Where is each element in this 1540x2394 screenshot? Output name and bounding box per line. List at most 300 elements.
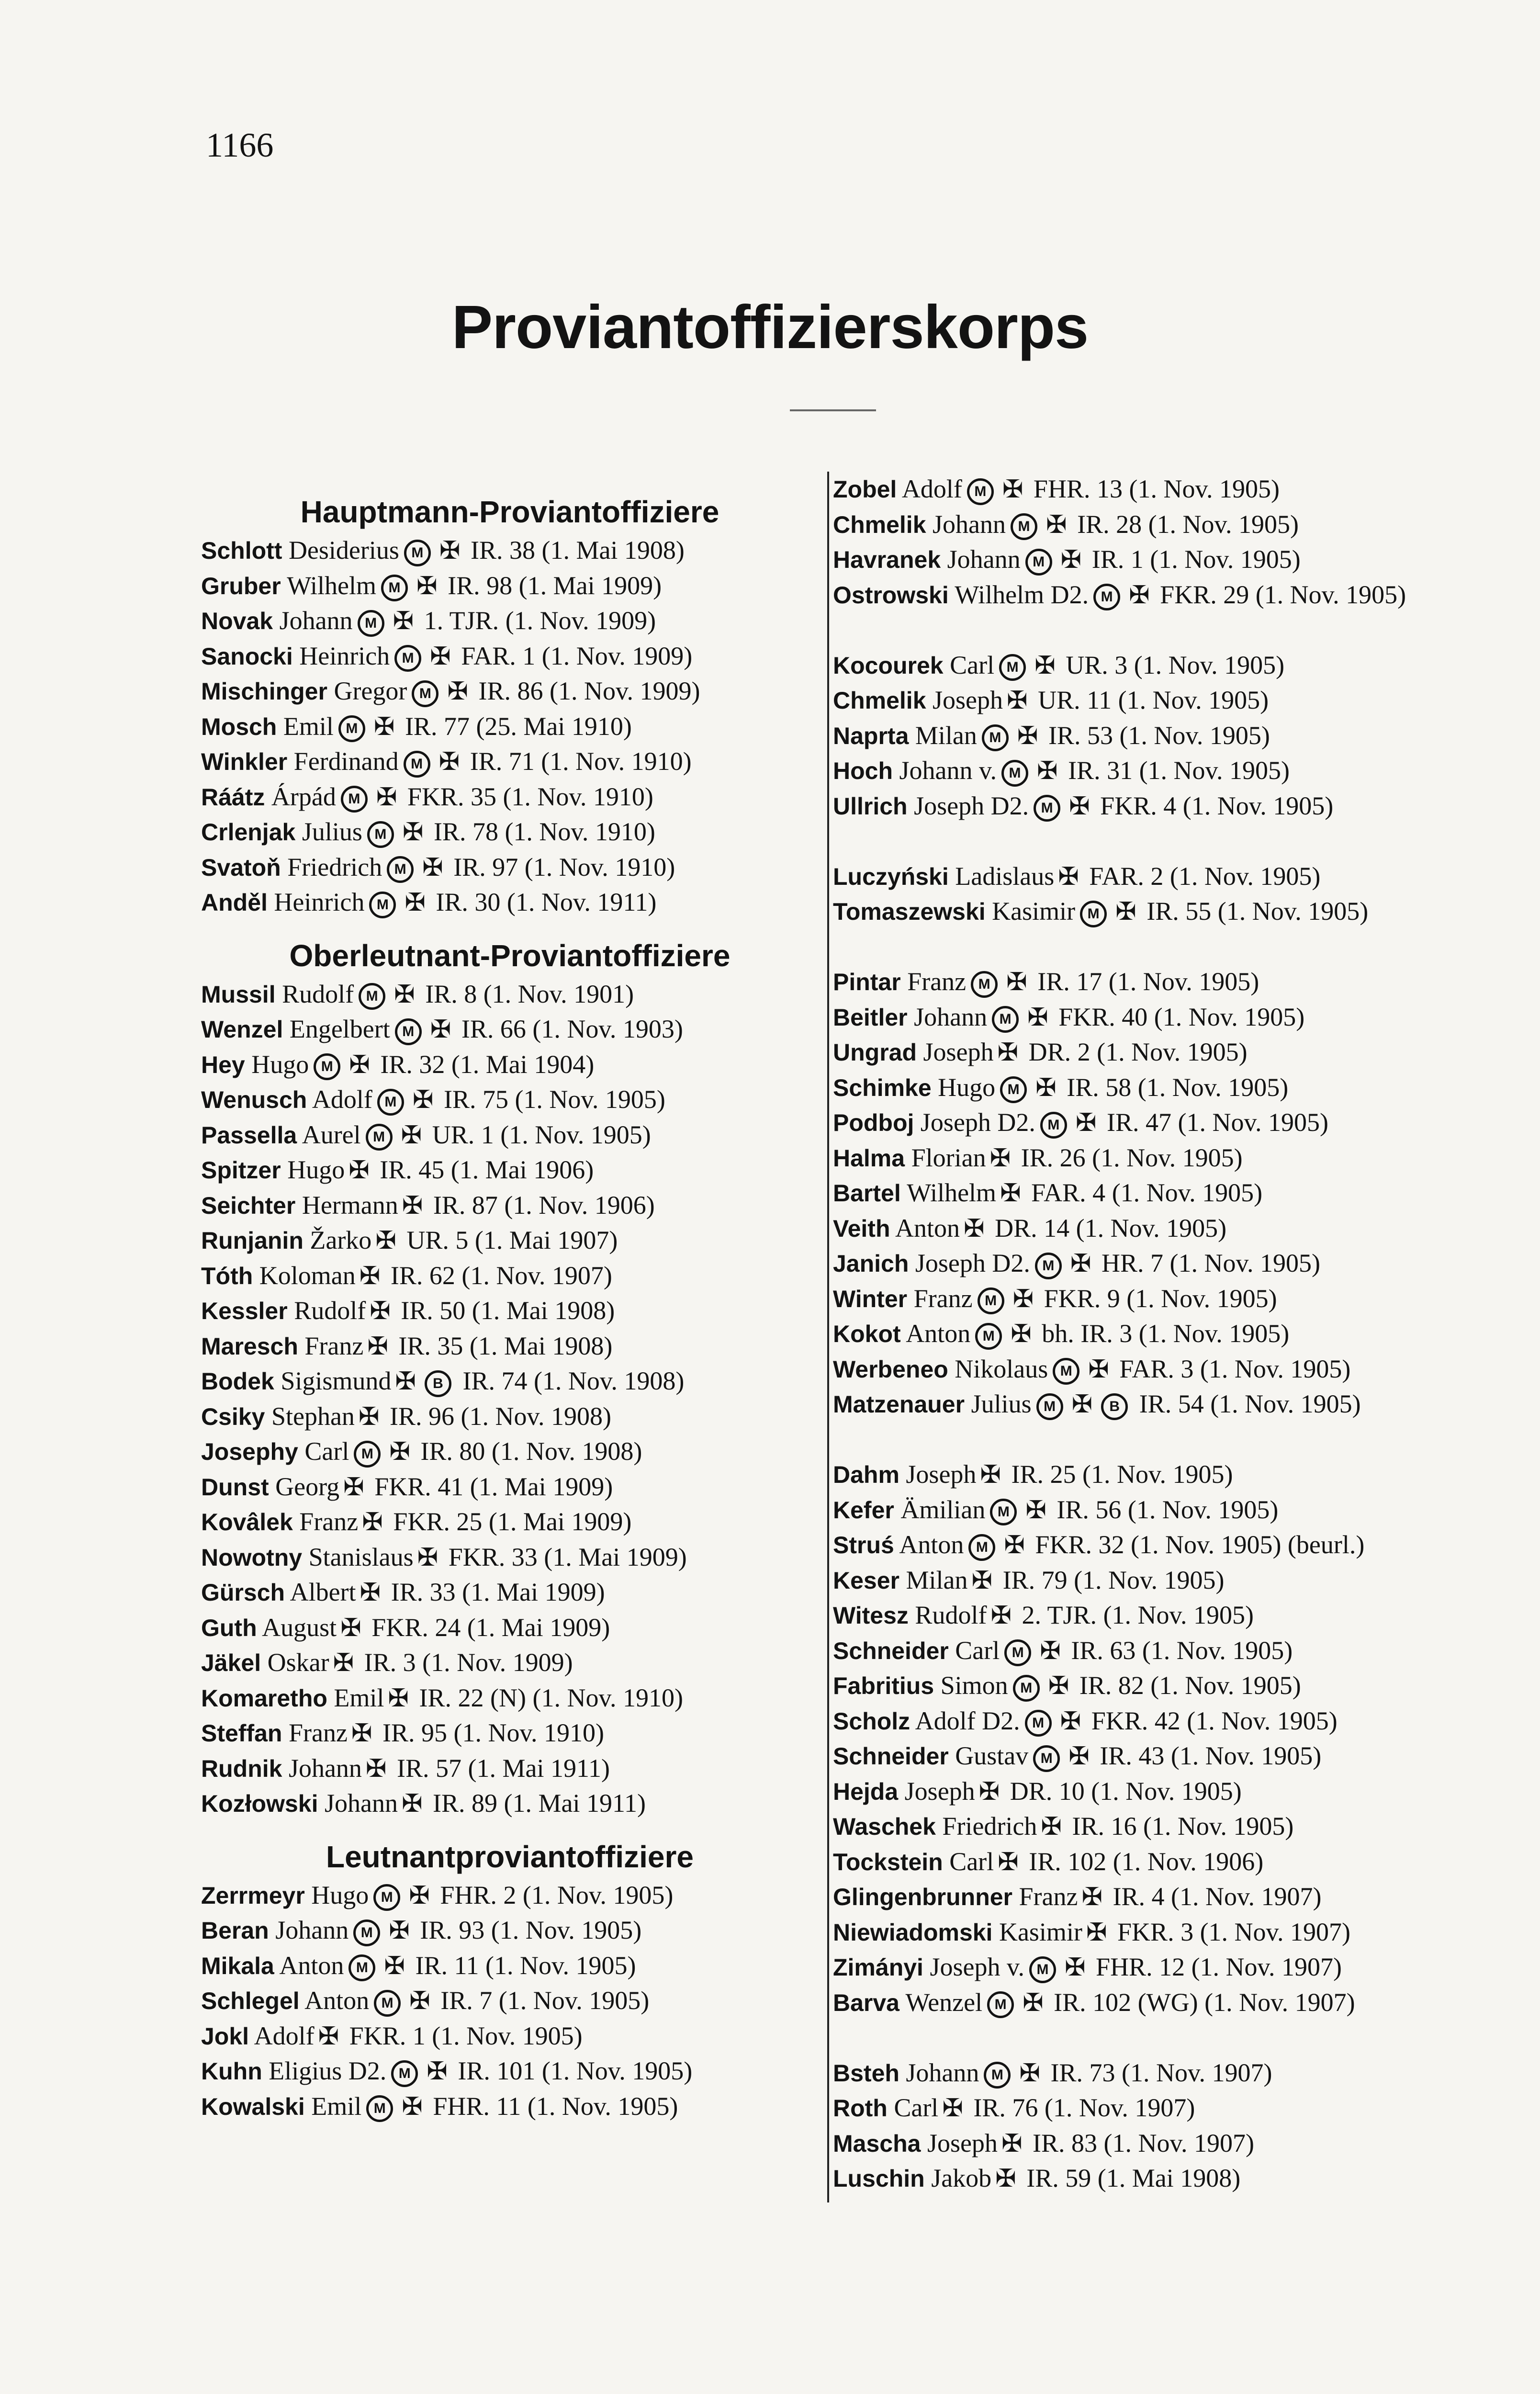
service-cross-icon: ✠ <box>394 981 415 1008</box>
officer-entry <box>201 1948 819 1984</box>
unit-assignment: FHR. 12 <box>1096 1953 1185 1981</box>
d2-mark: D2. <box>990 791 1029 820</box>
officer-given-name: Jakob <box>931 2164 992 2192</box>
rank-date: (1. Nov. 1905) <box>522 1880 674 1909</box>
officer-entry <box>833 1387 1455 1457</box>
officer-given-name: Milan <box>906 1565 968 1594</box>
officer-surname: Matzenauer <box>833 1391 965 1418</box>
rank-date: (1. Nov. 1905) <box>1112 1178 1263 1207</box>
rank-date: (1. Nov. 1907) <box>1204 1987 1355 2017</box>
officer-surname: Sanocki <box>201 643 293 670</box>
officer-entry <box>833 894 1455 964</box>
unit-assignment: IR. 28 <box>1077 509 1142 539</box>
officer-entry <box>833 718 1455 754</box>
officer-entry <box>833 1457 1455 1492</box>
merit-medal-icon: M <box>404 751 430 778</box>
rank-date: (1. Nov. 1905) <box>1082 1460 1233 1489</box>
right-column <box>833 472 1455 2196</box>
officer-surname: Bodek <box>201 1368 274 1395</box>
officer-given-name: Kasimir <box>992 897 1076 926</box>
unit-assignment: IR. 79 <box>1002 1565 1068 1594</box>
merit-medal-icon: M <box>377 1089 404 1116</box>
officer-given-name: Florian <box>911 1143 986 1172</box>
service-cross-icon: ✠ <box>1011 1321 1032 1348</box>
unit-assignment: IR. 102 (WG) <box>1054 1987 1198 2017</box>
service-cross-icon: ✠ <box>318 2022 339 2050</box>
officer-entry <box>201 744 819 779</box>
rank-date: (1. Nov. 1910) <box>532 1683 683 1712</box>
officer-given-name: Adolf <box>312 1085 372 1114</box>
officer-given-name: Emil <box>334 1683 384 1712</box>
rank-date: (1. Nov. 1905) <box>1169 1249 1320 1277</box>
unit-assignment: 2. TJR. <box>1022 1601 1097 1629</box>
unit-assignment: FKR. 35 <box>407 782 496 811</box>
service-cross-icon: ✠ <box>360 1579 381 1606</box>
rank-date: (1. Nov. 1905) <box>1178 1108 1328 1137</box>
rank-date: (1. Nov. 1905) (beurl.) <box>1130 1530 1365 1559</box>
officer-surname: Novak <box>201 608 273 634</box>
officer-surname: Csiky <box>201 1403 265 1430</box>
officer-given-name: Hugo <box>938 1073 996 1102</box>
service-cross-icon: ✠ <box>405 889 426 916</box>
officer-surname: Tockstein <box>833 1848 943 1875</box>
service-cross-icon: ✠ <box>1023 1989 1044 2017</box>
unit-assignment: IR. 83 <box>1033 2128 1098 2157</box>
rank-date: (1. Nov. 1906) <box>504 1190 655 1220</box>
officer-entry <box>833 1985 1455 2055</box>
officer-given-name: Franz <box>299 1507 359 1536</box>
service-cross-icon: ✠ <box>1004 1532 1025 1559</box>
unit-assignment: IR. 8 <box>425 979 477 1008</box>
service-cross-icon: ✠ <box>1064 1954 1086 1981</box>
officer-given-name: Heinrich <box>274 888 365 916</box>
rank-date: (1. Mai 1908) <box>541 536 685 565</box>
officer-surname: Niewiadomski <box>833 1919 993 1946</box>
unit-assignment: IR. 63 <box>1071 1636 1136 1665</box>
merit-medal-icon: M <box>968 1534 995 1561</box>
rank-date: (1. Nov. 1905) <box>1126 1284 1277 1313</box>
service-cross-icon: ✠ <box>1075 1109 1097 1137</box>
unit-assignment: IR. 102 <box>1029 1847 1107 1876</box>
service-cross-icon: ✠ <box>1088 1355 1109 1383</box>
merit-medal-icon: M <box>366 2095 393 2122</box>
rank-date: (1. Nov. 1905) <box>1150 1671 1301 1700</box>
officer-surname: Josephy <box>201 1438 298 1465</box>
service-cross-icon: ✠ <box>370 1298 391 1325</box>
officer-entry <box>201 1118 819 1153</box>
rank-date: (1. Nov. 1905) <box>1200 1354 1351 1383</box>
officer-surname: Rudnik <box>201 1755 282 1782</box>
officer-entry <box>833 1809 1455 1844</box>
officer-entry <box>833 1950 1455 1985</box>
officer-entry <box>201 850 819 885</box>
officer-entry <box>201 639 819 674</box>
service-cross-icon: ✠ <box>351 1720 372 1747</box>
rank-date: (1. Nov. 1905) <box>1255 580 1406 609</box>
rank-date: (1. Nov. 1907) <box>1171 1882 1322 1911</box>
rank-date: (1. Mai 1909) <box>467 1613 610 1642</box>
rank-date: (1. Nov. 1909) <box>422 1648 573 1677</box>
officer-entry <box>833 1774 1455 1809</box>
section-heading: Oberleutnant-Proviantoffiziere <box>289 938 731 973</box>
officer-given-name: Anton <box>279 1951 344 1980</box>
unit-assignment: IR. 16 <box>1072 1812 1137 1841</box>
officer-surname: Ostrowski <box>833 581 949 609</box>
unit-assignment: IR. 35 <box>398 1331 463 1360</box>
service-cross-icon: ✠ <box>367 1333 388 1360</box>
officer-entry <box>201 1434 819 1469</box>
service-cross-icon: ✠ <box>964 1215 985 1242</box>
officer-given-name: Eligius <box>269 2056 342 2085</box>
rank-date: (1. Nov. 1905) <box>1150 545 1301 574</box>
officer-surname: Kokot <box>833 1321 901 1347</box>
officer-entry <box>201 603 819 639</box>
officer-surname: Gürsch <box>201 1579 285 1606</box>
officer-given-name: Nikolaus <box>955 1354 1048 1383</box>
service-cross-icon: ✠ <box>1002 476 1023 503</box>
merit-medal-icon: M <box>1036 1393 1063 1420</box>
merit-medal-icon: M <box>982 724 1009 751</box>
officer-given-name: Johann <box>288 1753 362 1783</box>
merit-medal-icon: M <box>1000 1076 1027 1103</box>
unit-assignment: FKR. 40 <box>1058 1002 1148 1031</box>
rank-date: (1. Nov. 1905) <box>1092 1143 1243 1172</box>
officer-entry <box>833 1070 1455 1106</box>
rank-date: (1. Nov. 1905) <box>432 2021 583 2050</box>
merit-medal-icon: M <box>975 1323 1002 1350</box>
unit-assignment: IR. 96 <box>390 1401 454 1431</box>
officer-entry <box>201 1751 819 1786</box>
officer-surname: Hejda <box>833 1778 899 1805</box>
officer-entry <box>201 1082 819 1118</box>
officer-entry <box>201 1681 819 1716</box>
unit-assignment: IR. 43 <box>1100 1741 1165 1770</box>
officer-entry <box>201 885 819 920</box>
officer-entry <box>201 533 819 568</box>
officer-given-name: Joseph <box>915 1249 986 1277</box>
service-cross-icon: ✠ <box>1012 1285 1034 1313</box>
rank-date: (1. Mai 1911) <box>468 1753 610 1783</box>
service-cross-icon: ✠ <box>1006 969 1027 996</box>
unit-assignment: FHR. 13 <box>1033 474 1123 503</box>
unit-assignment: IR. 86 <box>478 677 543 705</box>
service-cross-icon: ✠ <box>1017 722 1038 750</box>
officer-surname: Hey <box>201 1051 245 1078</box>
service-cross-icon: ✠ <box>1000 1180 1021 1207</box>
officer-surname: Kuhn <box>201 2058 262 2085</box>
officer-given-name: Georg <box>275 1472 340 1501</box>
merit-medal-icon: M <box>1004 1639 1031 1666</box>
officer-given-name: Hugo <box>287 1155 345 1184</box>
service-cross-icon: ✠ <box>409 1882 430 1909</box>
service-cross-icon: ✠ <box>412 1086 434 1114</box>
officer-surname: Schneider <box>833 1637 949 1664</box>
rank-date: (1. Nov. 1905) <box>485 1951 636 1980</box>
unit-assignment: IR. 54 <box>1139 1389 1204 1418</box>
officer-surname: Kozłowski <box>201 1790 318 1817</box>
officer-given-name: Franz <box>1019 1882 1078 1911</box>
officer-given-name: Johann <box>275 1916 349 1944</box>
officer-entry <box>201 1878 819 1913</box>
unit-assignment: IR. 77 <box>405 711 470 741</box>
officer-surname: Schneider <box>833 1743 949 1770</box>
unit-assignment: IR. 47 <box>1107 1108 1171 1137</box>
officer-given-name: Johann <box>914 1002 988 1031</box>
column-divider <box>827 472 829 2202</box>
officer-surname: Tomaszewski <box>833 898 986 925</box>
unit-assignment: IR. 32 <box>380 1050 445 1079</box>
merit-medal-icon: M <box>369 892 396 918</box>
officer-surname: Pintar <box>833 969 901 995</box>
service-cross-icon: ✠ <box>375 1227 396 1254</box>
unit-assignment: UR. 5 <box>406 1226 469 1254</box>
merit-medal-icon: M <box>992 1006 1019 1033</box>
officer-surname: Komaretho <box>201 1684 327 1712</box>
officer-entry <box>833 1000 1455 1035</box>
officer-surname: Glingenbrunner <box>833 1884 1012 1910</box>
officer-given-name: Adolf <box>915 1706 976 1735</box>
service-cross-icon: ✠ <box>402 1192 423 1220</box>
officer-surname: Nowotny <box>201 1544 303 1571</box>
officer-given-name: Ladislaus <box>955 861 1055 891</box>
officer-entry <box>833 2126 1455 2161</box>
unit-assignment: IR. 25 <box>1011 1460 1076 1489</box>
unit-assignment: IR. 74 <box>462 1366 528 1395</box>
officer-entry <box>201 1469 819 1505</box>
rank-date: (1. Mai 1906) <box>450 1155 594 1184</box>
page-number: 1166 <box>206 126 274 164</box>
unit-assignment: IR. 4 <box>1113 1882 1165 1911</box>
service-cross-icon: ✠ <box>401 1790 423 1818</box>
service-cross-icon: ✠ <box>1129 581 1150 609</box>
merit-medal-icon: M <box>366 1124 393 1151</box>
officer-surname: Hoch <box>833 757 893 784</box>
officer-surname: Waschek <box>833 1813 936 1840</box>
officer-entry <box>833 1704 1455 1739</box>
officer-entry <box>201 1983 819 2019</box>
unit-assignment: IR. 73 <box>1050 2058 1115 2087</box>
rank-date: (1. Nov. 1905) <box>1210 1389 1361 1418</box>
officer-entry <box>201 814 819 850</box>
rank-date: (1. Nov. 1907) <box>1121 2058 1272 2087</box>
unit-assignment: IR. 97 <box>453 852 518 881</box>
merit-medal-icon: M <box>990 1499 1017 1525</box>
officer-surname: Bsteh <box>833 2059 899 2087</box>
officer-entry <box>201 1364 819 1399</box>
rank-date: (1. Nov. 1905) <box>1129 474 1280 503</box>
service-cross-icon: ✠ <box>1036 757 1058 785</box>
service-cross-icon: ✠ <box>1019 2059 1040 2087</box>
officer-surname: Kowalski <box>201 2093 305 2120</box>
officer-surname: Beran <box>201 1917 269 1944</box>
service-cross-icon: ✠ <box>1115 898 1136 926</box>
rank-date: (1. Nov. 1910) <box>541 747 692 776</box>
officer-entry <box>833 542 1455 577</box>
officer-entry <box>833 1915 1455 1950</box>
service-cross-icon: ✠ <box>393 608 414 635</box>
officer-given-name: Adolf <box>901 474 962 503</box>
officer-surname: Podboj <box>833 1109 914 1136</box>
merit-medal-icon: M <box>984 2062 1011 2089</box>
unit-assignment: FKR. 41 <box>374 1472 464 1501</box>
officer-given-name: Hugo <box>251 1050 309 1079</box>
service-cross-icon: ✠ <box>401 1121 422 1149</box>
unit-assignment: IR. 76 <box>973 2093 1038 2122</box>
rank-date: (1. Nov. 1905) <box>1139 756 1290 785</box>
service-cross-icon: ✠ <box>430 643 451 670</box>
officer-entry <box>833 1211 1455 1246</box>
officer-surname: Chmelik <box>833 687 926 714</box>
service-cross-icon: ✠ <box>439 537 461 565</box>
officer-entry <box>201 2019 819 2054</box>
officer-surname: Mussil <box>201 981 276 1008</box>
page-title: Proviantoffizierskorps <box>451 293 1089 361</box>
rank-date: (1. Nov. 1908) <box>533 1366 685 1395</box>
service-cross-icon: ✠ <box>1007 687 1028 714</box>
officer-surname: Havranek <box>833 546 941 573</box>
officer-given-name: Ferdinand <box>293 747 399 776</box>
service-cross-icon: ✠ <box>1001 2130 1023 2157</box>
officer-surname: Kessler <box>201 1298 288 1324</box>
rank-date: (1. Nov. 1905) <box>1182 791 1334 820</box>
rank-date: (1. Nov. 1910) <box>505 817 655 846</box>
unit-assignment: IR. 3 <box>364 1648 416 1677</box>
unit-assignment: IR. 62 <box>390 1261 455 1290</box>
officer-given-name: Rudolf <box>915 1601 987 1629</box>
rank-date: (1. Nov. 1910) <box>453 1718 604 1747</box>
unit-assignment: IR. 53 <box>1048 721 1113 750</box>
service-cross-icon: ✠ <box>1071 1391 1093 1418</box>
rank-date: (1. Nov. 1905) <box>527 2091 678 2121</box>
unit-assignment: IR. 80 <box>420 1437 485 1466</box>
officer-entry <box>833 472 1455 507</box>
rank-date: (1. Nov. 1905) <box>1091 1776 1242 1806</box>
rank-date: (1. Nov. 1906) <box>1113 1847 1264 1876</box>
merit-medal-icon: M <box>341 786 368 813</box>
rank-date: (1. Mai 1909) <box>462 1578 605 1606</box>
unit-assignment: DR. 10 <box>1010 1776 1085 1806</box>
officer-given-name: Hermann <box>302 1190 398 1220</box>
officer-entry <box>201 1223 819 1258</box>
officer-surname: Runjanin <box>201 1227 304 1254</box>
officer-entry <box>201 1188 819 1223</box>
officer-given-name: Wilhelm <box>287 571 377 600</box>
officer-surname: Gruber <box>201 572 281 599</box>
officer-entry <box>833 1527 1455 1563</box>
service-cross-icon: ✠ <box>1060 1707 1081 1735</box>
unit-assignment: FKR. 42 <box>1091 1706 1180 1735</box>
officer-given-name: Joseph <box>904 1776 975 1806</box>
officer-given-name: Oskar <box>267 1648 329 1677</box>
officer-surname: Chmelik <box>833 511 926 538</box>
officer-entry <box>833 2161 1455 2196</box>
service-cross-icon: ✠ <box>416 572 438 600</box>
unit-assignment: IR. 45 <box>380 1155 445 1184</box>
officer-given-name: Joseph <box>923 1038 994 1066</box>
officer-entry <box>833 1316 1455 1352</box>
officer-given-name: Wilhelm <box>907 1178 997 1207</box>
officer-entry <box>833 1035 1455 1070</box>
officer-given-name: Wilhelm <box>955 580 1045 609</box>
officer-entry <box>833 1633 1455 1669</box>
officer-given-name: Johann <box>906 2058 979 2087</box>
officer-given-name: Gustav <box>955 1741 1029 1770</box>
officer-given-name: Carl <box>955 1636 1000 1665</box>
merit-medal-icon: M <box>978 1287 1004 1314</box>
officer-given-name: Joseph v. <box>930 1953 1024 1981</box>
left-column <box>201 472 819 2124</box>
service-cross-icon: ✠ <box>427 2058 448 2085</box>
officer-surname: Dunst <box>201 1473 269 1501</box>
unit-assignment: FKR. 24 <box>371 1613 461 1642</box>
service-cross-icon: ✠ <box>989 1144 1011 1172</box>
rank-date: (1. Mai 1909) <box>470 1472 613 1501</box>
service-cross-icon: ✠ <box>1069 792 1090 820</box>
officer-given-name: Johann <box>324 1789 398 1818</box>
unit-assignment: IR. 78 <box>433 817 498 846</box>
rank-date: (1. Nov. 1905) <box>1137 1073 1289 1102</box>
officer-surname: Schimke <box>833 1074 932 1101</box>
officer-surname: Halma <box>833 1144 905 1172</box>
merit-medal-icon: M <box>404 540 431 566</box>
officer-entry <box>833 789 1455 859</box>
merit-medal-icon: M <box>348 1954 375 1981</box>
officer-surname: Zobel <box>833 476 897 503</box>
officer-surname: Passella <box>201 1121 297 1149</box>
officer-entry <box>201 779 819 815</box>
rank-date: (1. Mai 1911) <box>504 1789 646 1818</box>
merit-medal-icon: M <box>381 575 408 601</box>
officer-given-name: Stanislaus <box>308 1542 414 1571</box>
unit-assignment: FHR. 2 <box>440 1880 517 1909</box>
officer-entry <box>201 1610 819 1646</box>
merit-medal-icon: M <box>338 715 365 742</box>
service-cross-icon: ✠ <box>362 1509 383 1536</box>
officer-given-name: Franz <box>907 967 967 996</box>
rank-date: (1. Nov. 1905) <box>1097 1038 1248 1066</box>
officer-entry <box>833 964 1455 1000</box>
officer-surname: Luschin <box>833 2165 925 2192</box>
rank-date: (1. Nov. 1905) <box>1118 686 1269 714</box>
service-cross-icon: ✠ <box>995 2165 1016 2192</box>
d2-mark: D2. <box>992 1249 1030 1277</box>
b-medal-icon: B <box>1101 1393 1128 1420</box>
rank-date: (1. Nov. 1905) <box>1103 1601 1254 1629</box>
rank-date: (1. Nov. 1905) <box>1142 1636 1293 1665</box>
unit-assignment: FKR. 9 <box>1044 1284 1120 1313</box>
unit-assignment: FAR. 3 <box>1119 1354 1194 1383</box>
officer-entry <box>833 1739 1455 1774</box>
officer-surname: Jäkel <box>201 1649 261 1676</box>
d2-mark: D2. <box>982 1706 1020 1735</box>
officer-surname: Maresch <box>201 1333 298 1360</box>
rank-date: (1. Nov. 1905) <box>491 1916 642 1944</box>
unit-assignment: IR. 93 <box>420 1916 485 1944</box>
service-cross-icon: ✠ <box>389 1917 410 1944</box>
merit-medal-icon: M <box>353 1920 380 1946</box>
officer-entry <box>833 1141 1455 1176</box>
officer-surname: Werbeneo <box>833 1355 948 1383</box>
officer-entry <box>201 1504 819 1540</box>
unit-assignment: IR. 87 <box>433 1190 498 1220</box>
unit-assignment: FAR. 4 <box>1031 1178 1106 1207</box>
officer-entry <box>833 1175 1455 1211</box>
unit-assignment: DR. 2 <box>1028 1038 1090 1066</box>
unit-assignment: FHR. 11 <box>433 2091 521 2121</box>
unit-assignment: IR. 82 <box>1079 1671 1144 1700</box>
officer-entry <box>833 1246 1455 1281</box>
d2-mark: D2. <box>997 1108 1035 1137</box>
